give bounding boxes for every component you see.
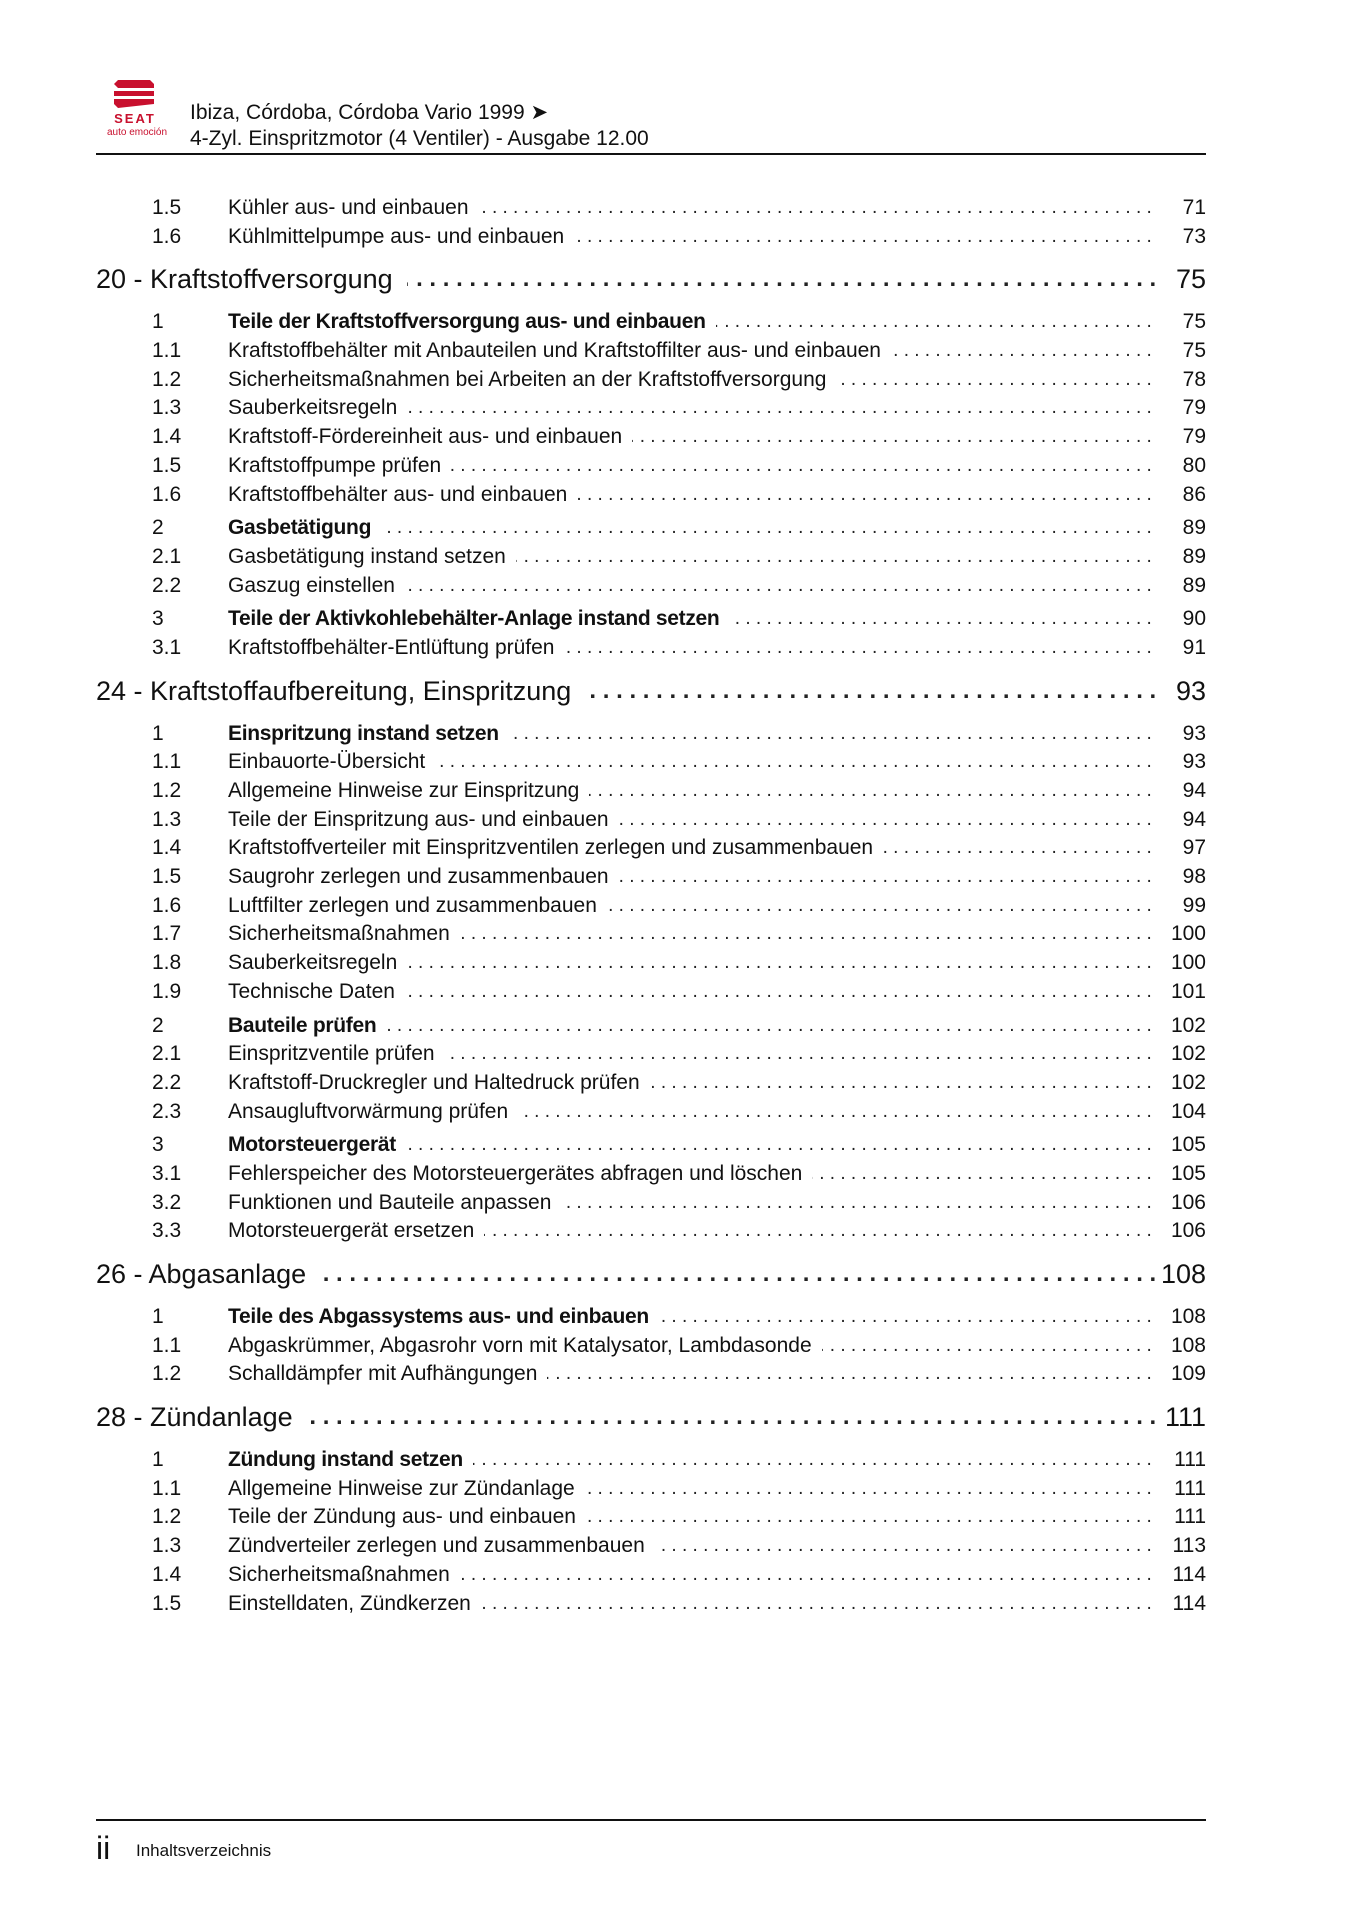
toc-entry-number: 1.8 [152,951,182,975]
toc-entry-page: 90 [1177,605,1206,634]
toc-entry-page: 100 [1165,920,1206,949]
footer-label: Inhaltsverzeichnis [136,1841,272,1860]
toc-entry-title: Einbauorte-Übersicht [228,748,435,777]
toc-entry-title: 20 - Kraftstoffversorgung [96,255,407,303]
toc-entry-title: 28 - Zündanlage [96,1393,307,1441]
toc-section[interactable] [96,514,1206,543]
toc-entry-title: Ansaugluftvorwärmung prüfen [228,1098,518,1127]
toc-entry-number: 1.6 [152,224,182,248]
toc-entry[interactable] [96,863,1206,892]
toc-entry-number: 1.3 [152,396,182,420]
toc-entry-number: 2.2 [152,573,182,597]
toc-entry[interactable] [96,949,1206,978]
toc-entry-number: 3 [152,1133,164,1157]
toc-entry-title: Technische Daten [228,978,405,1007]
toc-entry-page: 80 [1177,452,1206,481]
header-title-line2: 4-Zyl. Einspritzmotor (4 Ventiler) - Ausgabe 12.00 [190,127,649,150]
toc-entry-page: 105 [1165,1131,1206,1160]
toc-entry-number: 2.1 [152,1042,182,1066]
toc-entry[interactable] [96,777,1206,806]
toc-entry-title: Schalldämpfer mit Aufhängungen [228,1360,547,1389]
toc-entry-title: Kraftstoffbehälter aus- und einbauen [228,481,577,510]
toc-entry-title: Luftfilter zerlegen und zusammenbauen [228,892,607,921]
toc-entry[interactable] [96,481,1206,510]
toc-entry-title: Kühlmittelpumpe aus- und einbauen [228,223,574,252]
toc-entry[interactable] [96,892,1206,921]
toc-entry-page: 111 [1168,1503,1206,1532]
toc-entry-number: 1.2 [152,1505,182,1529]
toc-entry-number: 1 [152,1448,164,1472]
toc-entry-number: 1.1 [152,1476,182,1500]
toc-entry-number: 1.2 [152,779,182,802]
toc-entry-page: 89 [1177,572,1206,601]
toc-section[interactable] [96,1446,1206,1475]
toc-entry[interactable] [96,1040,1206,1069]
toc-entry-number: 1.4 [152,836,182,860]
toc-entry-title: Einspritzung instand setzen [228,720,509,749]
toc-entry-title: 24 - Kraftstoffaufbereitung, Einspritzung [96,667,585,715]
toc-entry[interactable] [96,1160,1206,1189]
toc-section[interactable] [96,1131,1206,1160]
toc-entry[interactable] [96,394,1206,423]
toc-entry-number: 1.5 [152,1591,182,1615]
seat-logo [96,78,172,140]
toc-entry-number: 3 [152,607,164,631]
toc-entry-number: 2 [152,1013,164,1037]
toc-entry-number: 1 [152,1305,164,1328]
toc-entry-number: 3.1 [152,1161,182,1185]
toc-entry[interactable] [96,1098,1206,1127]
toc-entry-title: Teile der Zündung aus- und einbauen [228,1503,586,1532]
toc-entry-number: 2 [152,516,164,540]
header-title-line1: Ibiza, Córdoba, Córdoba Vario 1999 ➤ [190,101,549,124]
toc-entry-title: Kraftstoffbehälter-Entlüftung prüfen [228,634,564,663]
toc-chapter[interactable] [96,255,1206,303]
toc-entry-title: Kraftstoff-Fördereinheit aus- und einbauen [228,423,632,452]
toc-entry-title: Kraftstoffbehälter mit Anbauteilen und Kraftstoffilter aus- und einbauen [228,337,891,366]
toc-entry-page: 93 [1170,667,1206,715]
toc-entry-title: Kraftstoff-Druckregler und Haltedruck prüfen [228,1069,650,1098]
toc-entry-page: 111 [1168,1446,1206,1475]
toc-entry-page: 108 [1165,1303,1206,1332]
toc-entry[interactable] [96,920,1206,949]
toc-entry[interactable] [96,834,1206,863]
toc-entry[interactable] [96,1332,1206,1361]
toc-entry-title: Saugrohr zerlegen und zusammenbauen [228,863,619,892]
toc-section[interactable] [96,1303,1206,1332]
toc-entry[interactable] [96,978,1206,1007]
toc-entry-page: 75 [1177,337,1206,366]
toc-entry[interactable] [96,634,1206,663]
toc-entry[interactable] [96,194,1206,223]
toc-entry-page: 105 [1165,1160,1206,1189]
toc-entry-page: 86 [1177,481,1206,510]
toc-chapter[interactable] [96,1250,1206,1298]
toc-entry-number: 3.2 [152,1190,182,1214]
toc-entry-title: Sicherheitsmaßnahmen bei Arbeiten an der Kraftstoffversorgung [228,366,836,395]
toc-entry-title: 26 - Abgasanlage [96,1250,320,1298]
toc-chapter[interactable] [96,1393,1206,1441]
page-header [96,78,1206,156]
toc-entry[interactable] [96,748,1206,777]
toc-entry-number: 1.5 [152,453,182,477]
toc-entry-title: Gaszug einstellen [228,572,405,601]
toc-entry-title: Allgemeine Hinweise zur Zündanlage [228,1475,585,1504]
toc-entry-number: 1.1 [152,1333,182,1357]
toc-entry-number: 2.3 [152,1099,182,1123]
toc-entry-page: 100 [1165,949,1206,978]
toc-entry[interactable] [96,452,1206,481]
toc-entry-title: Kühler aus- und einbauen [228,194,479,223]
toc-entry-title: Sauberkeitsregeln [228,394,407,423]
toc-entry[interactable] [96,806,1206,835]
toc-entry-number: 1.1 [152,339,182,363]
toc-entry-page: 75 [1177,308,1206,337]
toc-entry[interactable] [96,1590,1206,1619]
footer-rule [96,1819,1206,1821]
toc-entry-number: 1.2 [152,367,182,391]
logo-subtitle: auto emoción [106,127,168,138]
toc-entry-page: 99 [1177,892,1206,921]
toc-entry-number: 1.1 [152,750,182,774]
toc-entry-title: Teile der Kraftstoffversorgung aus- und einbauen [228,308,716,337]
toc-entry-page: 79 [1177,423,1206,452]
toc-entry-title: Zündung instand setzen [228,1446,473,1475]
toc-entry-page: 78 [1177,366,1206,395]
toc-entry-number: 1.5 [152,196,182,219]
toc-entry-title: Teile der Einspritzung aus- und einbauen [228,806,619,835]
toc-entry[interactable] [96,1189,1206,1218]
logo-brand-text: SEAT [114,111,156,126]
toc-entry-title: Sicherheitsmaßnahmen [228,1561,460,1590]
toc-entry-number: 1.2 [152,1362,182,1386]
toc-entry[interactable] [96,223,1206,252]
toc-entry-page: 111 [1168,1475,1206,1504]
toc-entry-page: 93 [1177,720,1206,749]
toc-entry-title: Kraftstoffpumpe prüfen [228,452,451,481]
toc-entry[interactable] [96,1217,1206,1246]
toc-entry-page: 79 [1177,394,1206,423]
toc-entry-number: 1.4 [152,1562,182,1586]
footer-page-number: ii [96,1830,111,1866]
toc-entry-number: 1.5 [152,865,182,889]
toc-entry[interactable] [96,543,1206,572]
toc-entry-number: 2.1 [152,544,182,568]
toc-entry-number: 1.6 [152,482,182,506]
toc-entry[interactable] [96,1503,1206,1532]
toc-entry-number: 1.3 [152,1534,182,1558]
toc-entry-number: 3.1 [152,635,182,659]
toc-section[interactable] [96,720,1206,749]
toc-entry-page: 101 [1165,978,1206,1007]
toc-entry-page: 102 [1165,1012,1206,1041]
toc-entry-title: Teile der Aktivkohlebehälter-Anlage instand setzen [228,605,729,634]
toc-entry-number: 3.3 [152,1219,182,1243]
toc-entry-page: 93 [1177,748,1206,777]
toc-entry[interactable] [96,1069,1206,1098]
toc-section[interactable] [96,605,1206,634]
toc-entry-page: 102 [1165,1040,1206,1069]
toc-entry-title: Zündverteiler zerlegen und zusammenbauen [228,1532,655,1561]
toc-entry-title: Teile des Abgassystems aus- und einbauen [228,1303,659,1332]
toc-entry-page: 109 [1165,1360,1206,1389]
toc-entry-page: 91 [1177,634,1206,663]
toc-entry-title: Abgaskrümmer, Abgasrohr vorn mit Katalysator, Lambdasonde [228,1332,822,1361]
toc-entry-number: 2.2 [152,1070,182,1094]
toc-entry-number: 1.6 [152,893,182,917]
toc-entry-page: 114 [1167,1561,1206,1590]
toc-entry-page: 108 [1155,1250,1206,1298]
toc-entry-title: Sicherheitsmaßnahmen [228,920,460,949]
toc-entry-page: 89 [1177,543,1206,572]
toc-entry[interactable] [96,1475,1206,1504]
toc-section[interactable] [96,308,1206,337]
toc-entry[interactable] [96,572,1206,601]
toc-entry[interactable] [96,1532,1206,1561]
toc-entry-page: 102 [1165,1069,1206,1098]
header-rule [96,153,1206,155]
toc-entry-page: 106 [1165,1217,1206,1246]
toc-section[interactable] [96,1012,1206,1041]
seat-logo-mark-icon [96,78,172,114]
toc-entry-page: 104 [1165,1098,1206,1127]
toc-entry[interactable] [96,1360,1206,1389]
toc-chapter[interactable] [96,667,1206,715]
toc-entry-title: Einstelldaten, Zündkerzen [228,1590,481,1619]
toc-entry[interactable] [96,1561,1206,1590]
toc-entry-title: Allgemeine Hinweise zur Einspritzung [228,777,589,806]
toc-entry-page: 73 [1177,223,1206,252]
toc-entry-page: 75 [1170,255,1206,303]
toc-entry-page: 89 [1177,514,1206,543]
toc-entry-page: 71 [1177,194,1206,223]
toc-entry-title: Sauberkeitsregeln [228,949,407,978]
toc-entry-title: Motorsteuergerät ersetzen [228,1217,484,1246]
toc-entry-title: Motorsteuergerät [228,1131,406,1160]
toc-entry-number: 1.4 [152,425,182,449]
toc-entry-page: 108 [1165,1332,1206,1361]
toc-entry-page: 94 [1177,777,1206,806]
toc-entry-title: Bauteile prüfen [228,1012,386,1041]
toc-entry-page: 98 [1177,863,1206,892]
toc-entry-title: Funktionen und Bauteile anpassen [228,1189,561,1218]
toc-entry-title: Kraftstoffverteiler mit Einspritzventilen zerlegen und zusammenbauen [228,834,883,863]
toc-entry-number: 1.7 [152,922,182,946]
toc-entry-page: 111 [1159,1393,1206,1441]
table-of-contents [96,194,1206,1618]
toc-entry-page: 106 [1165,1189,1206,1218]
toc-entry-number: 1 [152,721,164,745]
toc-entry-number: 1 [152,310,164,334]
toc-entry[interactable] [96,337,1206,366]
toc-entry-number: 1.9 [152,979,182,1003]
toc-entry-title: Gasbetätigung instand setzen [228,543,516,572]
toc-entry-page: 114 [1167,1590,1206,1619]
toc-entry-number: 1.3 [152,807,182,831]
toc-entry-page: 94 [1177,806,1206,835]
toc-entry-page: 113 [1167,1532,1206,1561]
toc-entry-title: Fehlerspeicher des Motorsteuergerätes abfragen und löschen [228,1160,812,1189]
toc-entry[interactable] [96,366,1206,395]
toc-entry-title: Einspritzventile prüfen [228,1040,445,1069]
toc-entry[interactable] [96,423,1206,452]
toc-entry-page: 97 [1177,834,1206,863]
toc-entry-title: Gasbetätigung [228,514,381,543]
